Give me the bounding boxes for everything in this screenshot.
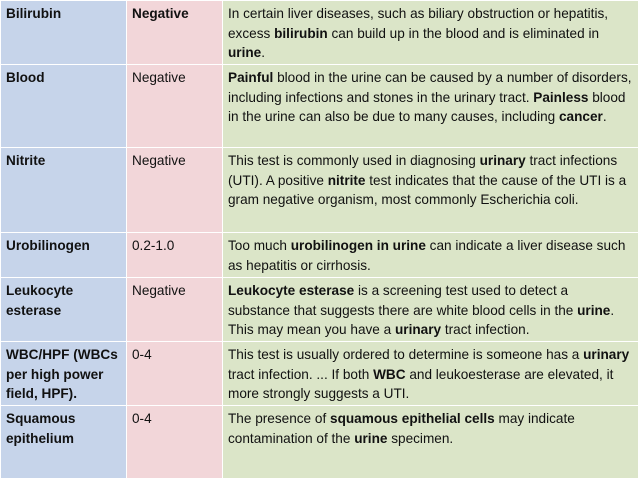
description-text: tract infections (UTI). A positive [228, 153, 617, 188]
description-text: tract infection. [441, 322, 529, 337]
description-text: blood in the urine can be caused by a number of disorders, including infections and stones in the urinary tract. [228, 70, 632, 105]
description-text: specimen. [387, 431, 453, 446]
description-text: . This may mean you have a [228, 303, 614, 338]
emphasized-text: bilirubin [274, 26, 328, 41]
normal-value-cell: Negative [127, 65, 223, 148]
table-row [1, 65, 638, 148]
normal-value-cell: Negative [127, 148, 223, 233]
description-text: blood in the urine can also be due to many causes, including [228, 90, 626, 125]
emphasized-text: urinary [395, 322, 441, 337]
normal-value-cell: Negative [127, 1, 223, 65]
description-text: This test is commonly used in diagnosing [228, 153, 480, 168]
normal-value-cell: 0-4 [127, 342, 223, 406]
description-text: tract infection. ... If both [228, 367, 373, 382]
test-name-cell: Leukocyte esterase [1, 278, 127, 342]
emphasized-text: Painful [228, 70, 273, 85]
description-text: is a screening test used to detect a substance that suggests there are white blood cells in the [228, 283, 577, 318]
emphasized-text: nitrite [328, 173, 366, 188]
emphasized-text: Painless [533, 90, 588, 105]
emphasized-text: urine [577, 303, 610, 318]
table-row [1, 342, 638, 406]
description-text: can indicate a liver disease such as hepatitis or cirrhosis. [228, 238, 625, 273]
description-cell [223, 233, 638, 278]
description-text: . [603, 109, 607, 124]
test-name-cell: Nitrite [1, 148, 127, 233]
description-text: In certain liver diseases, such as biliary obstruction or hepatitis, excess [228, 6, 608, 41]
emphasized-text: urine [354, 431, 387, 446]
table-row [1, 148, 638, 233]
description-text: and leukoesterase are elevated, it more strongly suggests a UTI. [228, 367, 613, 402]
emphasized-text: urobilinogen in urine [291, 238, 426, 253]
normal-value-cell: 0-4 [127, 406, 223, 479]
emphasized-text: Leukocyte esterase [228, 283, 354, 298]
description-cell [223, 342, 638, 406]
description-text: Too much [228, 238, 291, 253]
description-text: test indicates that the cause of the UTI is a gram negative organism, most commonly Escherichia coli. [228, 173, 626, 208]
normal-value-cell: Negative [127, 278, 223, 342]
description-text: . [261, 45, 265, 60]
description-text: may indicate contamination of the [228, 411, 575, 446]
description-cell [223, 148, 638, 233]
table-row [1, 278, 638, 342]
emphasized-text: urine [228, 45, 261, 60]
description-text: This test is usually ordered to determine is someone has a [228, 347, 583, 362]
test-name-cell: WBC/HPF (WBCs per high power field, HPF). [1, 342, 127, 406]
normal-value-cell: 0.2-1.0 [127, 233, 223, 278]
test-name-cell: Bilirubin [1, 1, 127, 65]
test-name-cell: Blood [1, 65, 127, 148]
table-row [1, 233, 638, 278]
description-text: The presence of [228, 411, 330, 426]
test-name-cell: Urobilinogen [1, 233, 127, 278]
emphasized-text: squamous epithelial cells [330, 411, 495, 426]
table-row [1, 1, 638, 65]
description-cell [223, 406, 638, 479]
emphasized-text: urinary [480, 153, 526, 168]
emphasized-text: urinary [583, 347, 629, 362]
emphasized-text: WBC [373, 367, 405, 382]
description-cell [223, 1, 638, 65]
test-name-cell: Squamous epithelium [1, 406, 127, 479]
description-cell [223, 65, 638, 148]
description-cell [223, 278, 638, 342]
emphasized-text: cancer [559, 109, 603, 124]
description-text: can build up in the blood and is eliminated in [328, 26, 599, 41]
table-row [1, 406, 638, 479]
